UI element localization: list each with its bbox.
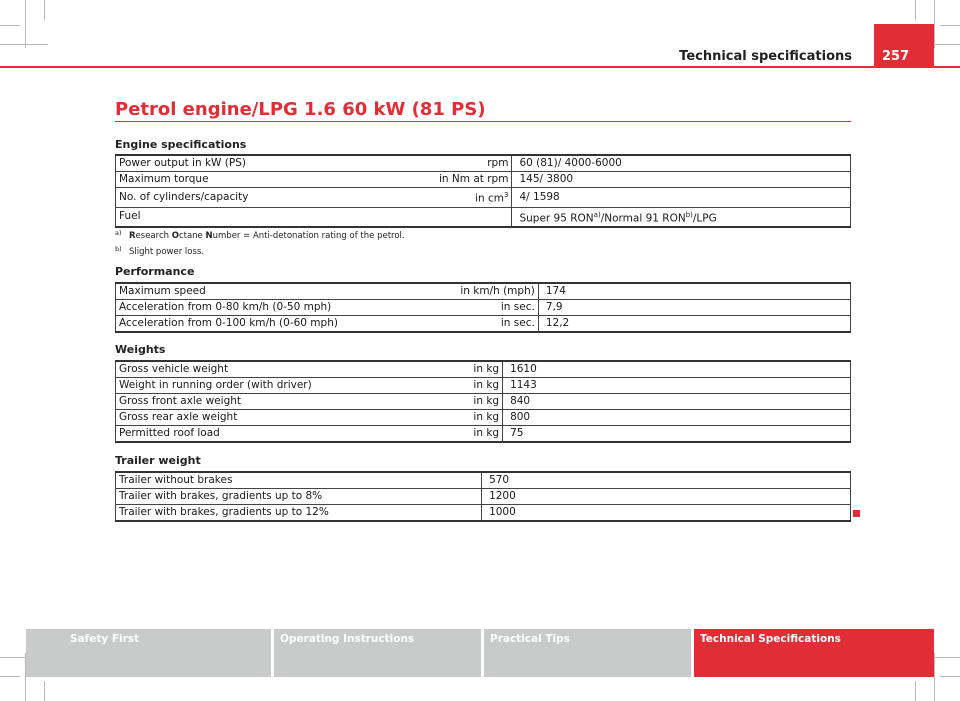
row-unit: in kg <box>470 426 502 443</box>
performance-table <box>115 282 851 333</box>
row-label: Gross front axle weight <box>116 394 471 410</box>
row-value: 12,2 <box>538 316 850 333</box>
row-value: 840 <box>503 394 851 410</box>
fn-text: umber = Anti-detonation rating of the petrol. <box>212 231 405 241</box>
table-row <box>116 378 851 394</box>
table-row <box>116 505 851 522</box>
weights-table <box>115 360 851 443</box>
table-row <box>116 188 851 208</box>
weights-heading: Weights <box>115 343 166 356</box>
fuel-normal: /Normal 91 RON <box>600 212 686 224</box>
crop-mark <box>915 0 916 20</box>
engine-table <box>115 154 851 228</box>
fuel-super: Super 95 RON <box>519 212 594 224</box>
row-unit: rpm <box>436 155 512 172</box>
fn-bold: O <box>171 231 179 241</box>
footer-tab-practical-tips[interactable] <box>484 629 691 677</box>
footer-tab-label: Safety First <box>70 633 140 645</box>
performance-heading: Performance <box>115 265 195 278</box>
crop-mark <box>940 25 960 26</box>
row-label: Gross rear axle weight <box>116 410 471 426</box>
crop-mark <box>0 25 20 26</box>
footnote-a <box>115 228 405 244</box>
row-value: 1000 <box>482 505 851 522</box>
footer-tab-label: Practical Tips <box>490 633 570 645</box>
crop-mark <box>0 676 20 677</box>
row-label: Trailer with brakes, gradients up to 8% <box>116 489 482 505</box>
footnote-b <box>115 244 405 260</box>
row-label: Trailer with brakes, gradients up to 12% <box>116 505 482 522</box>
row-value <box>512 207 851 227</box>
row-label: Fuel <box>116 207 437 227</box>
fn-bold: N <box>205 231 213 241</box>
row-value: 75 <box>503 426 851 443</box>
crop-mark <box>25 0 26 48</box>
row-label: Gross vehicle weight <box>116 361 471 378</box>
row-label: Weight in running order (with driver) <box>116 378 471 394</box>
footnote-mark: b) <box>115 245 122 253</box>
table-row <box>116 300 851 316</box>
crop-mark <box>934 0 935 48</box>
table-row <box>116 410 851 426</box>
footer-tab-operating-instructions[interactable] <box>274 629 481 677</box>
row-unit: in kg <box>470 378 502 394</box>
table-row <box>116 361 851 378</box>
crop-mark <box>940 676 960 677</box>
fn-text: esearch <box>135 231 172 241</box>
row-unit: in sec. <box>457 316 538 333</box>
row-value: 800 <box>503 410 851 426</box>
table-row <box>116 207 851 227</box>
row-value: 60 (81)/ 4000-6000 <box>512 155 851 172</box>
crop-mark <box>915 681 916 701</box>
fn-bold: R <box>129 231 136 241</box>
footer-tab-label: Technical Specifications <box>700 633 841 645</box>
footnote-ref-b: b) <box>685 210 693 219</box>
header-rule <box>0 66 960 68</box>
footnote-mark: a) <box>115 229 122 237</box>
page-number: 257 <box>874 24 934 68</box>
crop-mark <box>44 0 45 20</box>
row-unit: in km/h (mph) <box>457 283 538 300</box>
table-row <box>116 172 851 188</box>
crop-mark <box>0 44 48 45</box>
table-row <box>116 394 851 410</box>
trailer-heading: Trailer weight <box>115 454 201 467</box>
section-end-marker <box>853 510 860 517</box>
row-unit: in kg <box>470 394 502 410</box>
crop-mark <box>934 653 935 701</box>
unit-superscript: 3 <box>503 191 509 199</box>
table-row <box>116 426 851 443</box>
fn-text: Slight power loss. <box>129 247 205 257</box>
footer-tab-safety-first[interactable] <box>26 629 271 677</box>
page-title: Petrol engine/LPG 1.6 60 kW (81 PS) <box>115 99 486 120</box>
footer-tab-label: Operating Instructions <box>280 633 415 645</box>
row-value: 145/ 3800 <box>512 172 851 188</box>
trailer-table <box>115 471 851 522</box>
row-label: Acceleration from 0-80 km/h (0-50 mph) <box>116 300 458 316</box>
row-unit: in kg <box>470 410 502 426</box>
row-value: 4/ 1598 <box>512 188 851 208</box>
running-header: Technical specifications <box>679 49 852 64</box>
row-value: 1610 <box>503 361 851 378</box>
row-value: 174 <box>538 283 850 300</box>
unit-text: in cm <box>475 192 504 205</box>
table-row <box>116 155 851 172</box>
row-label: Trailer without brakes <box>116 472 482 489</box>
fuel-lpg: /LPG <box>692 212 717 224</box>
row-label: Power output in kW (PS) <box>116 155 437 172</box>
row-value: 570 <box>482 472 851 489</box>
crop-mark <box>44 681 45 701</box>
row-label: Maximum speed <box>116 283 458 300</box>
row-unit <box>436 188 512 208</box>
row-label: No. of cylinders/capacity <box>116 188 437 208</box>
row-unit <box>436 207 512 227</box>
row-unit: in sec. <box>457 300 538 316</box>
row-label: Maximum torque <box>116 172 437 188</box>
row-unit: in Nm at rpm <box>436 172 512 188</box>
footnotes <box>115 228 405 260</box>
fn-text: ctane <box>178 231 206 241</box>
row-value: 1143 <box>503 378 851 394</box>
footnote-ref-a: a) <box>593 210 601 219</box>
table-row <box>116 283 851 300</box>
title-rule <box>115 121 851 122</box>
row-value: 1200 <box>482 489 851 505</box>
row-label: Permitted roof load <box>116 426 471 443</box>
table-row <box>116 316 851 333</box>
footer-tab-technical-specifications[interactable] <box>694 629 934 677</box>
row-value: 7,9 <box>538 300 850 316</box>
table-row <box>116 472 851 489</box>
row-label: Acceleration from 0-100 km/h (0-60 mph) <box>116 316 458 333</box>
engine-heading: Engine specifications <box>115 138 247 151</box>
row-unit: in kg <box>470 361 502 378</box>
table-row <box>116 489 851 505</box>
